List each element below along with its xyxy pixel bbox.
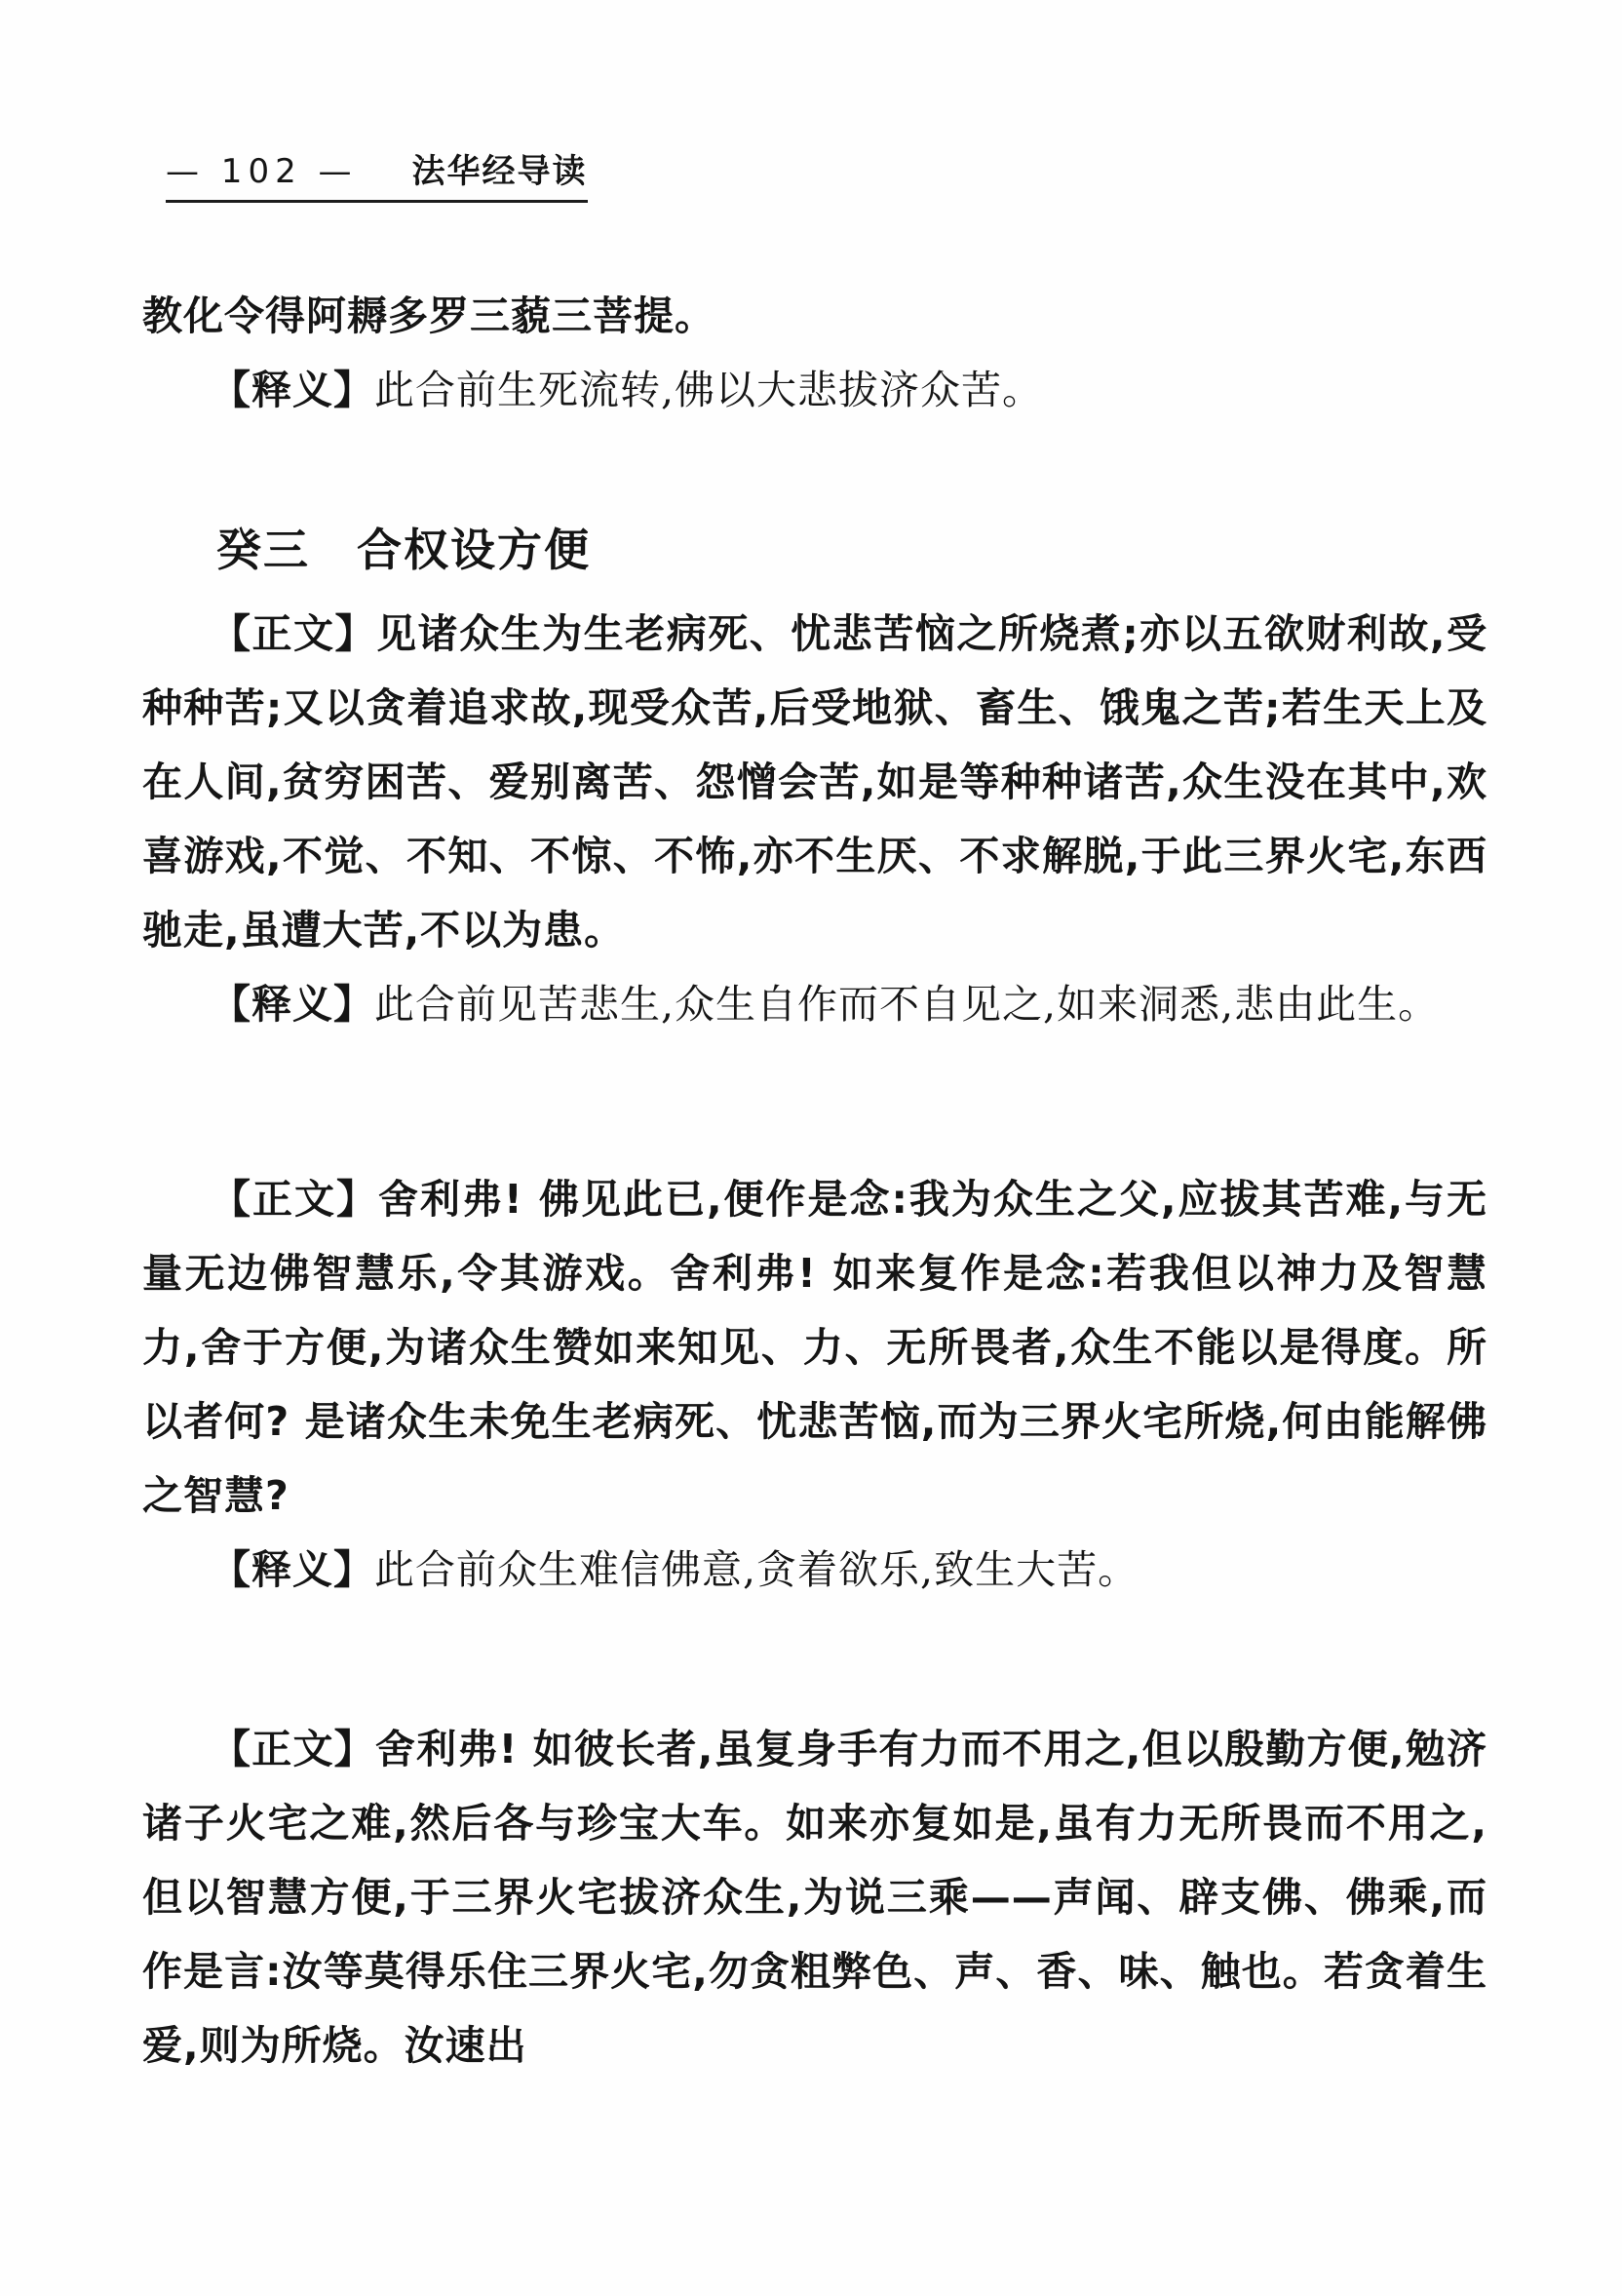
paragraph-text: 见诸众生为生老病死、忧悲苦恼之所烧煮;亦以五欲财利故,受种种苦;又以贪着追求故,现受众苦,后受地狱、畜生、饿鬼之苦;若生天上及在人间,贫穷困苦、爱别离苦、怨憎会苦,如是等种种诸苦,众生没在其中,欢喜游戏,不觉、不知、不惊、不怖,亦不生厌、不求解脱,于此三界火宅,东西驰走,虽遭大苦,不以为患。 <box>142 610 1488 953</box>
zhengwen-label: 【正文】 <box>211 610 377 657</box>
zhengwen-label: 【正文】 <box>211 1726 375 1772</box>
section-number: 癸三 <box>216 524 310 576</box>
shiyi-paragraph <box>142 967 1487 1041</box>
paragraph-text: 此合前众生难信佛意,贪着欲乐,致生大苦。 <box>374 1546 1139 1593</box>
section-title: 合权设方便 <box>357 524 591 576</box>
zhengwen-paragraph <box>142 1712 1487 2082</box>
shiyi-label: 【释义】 <box>211 367 374 413</box>
paragraph-text: 此合前见苦悲生,众生自作而不自见之,如来洞悉,悲由此生。 <box>374 981 1440 1028</box>
paragraph-text: 教化令得阿耨多罗三藐三菩提。 <box>142 292 715 339</box>
paragraph-text: 舍利弗! 如彼长者,虽复身手有力而不用之,但以殷勤方便,勉济诸子火宅之难,然后各与珍宝大车。如来亦复如是,虽有力无所畏而不用之,但以智慧方便,于三界火宅拔济众生,为说三乘——声闻、辟支佛、佛乘,而作是言:汝等莫得乐住三界火宅,勿贪粗弊色、声、香、味、触也。若贪着生爱,则为所烧。汝速出 <box>142 1726 1488 2069</box>
page-body <box>142 279 1487 2082</box>
zhengwen-paragraph <box>142 597 1487 967</box>
book-title: 法华经导读 <box>411 152 588 191</box>
zhengwen-paragraph <box>142 1162 1487 1533</box>
paragraph-text: 此合前生死流转,佛以大悲拔济众苦。 <box>374 367 1044 413</box>
running-header <box>166 144 588 203</box>
zhengwen-continuation-paragraph <box>142 279 1487 353</box>
section-heading <box>216 521 1487 579</box>
shiyi-label: 【释义】 <box>211 981 374 1028</box>
paragraph-text: 舍利弗! 佛见此已,便作是念:我为众生之父,应拔其苦难,与无量无边佛智慧乐,令其游戏。舍利弗! 如来复作是念:若我但以神力及智慧力,舍于方便,为诸众生赞如来知见、力、无所畏者,众生不能以是得度。所以者何? 是诸众生未免生老病死、忧悲苦恼,而为三界火宅所烧,何由能解佛之智慧? <box>142 1176 1488 1519</box>
shiyi-paragraph <box>142 353 1487 427</box>
zhengwen-label: 【正文】 <box>211 1176 378 1223</box>
page-number: — 102 — <box>166 152 358 191</box>
shiyi-paragraph <box>142 1533 1487 1607</box>
shiyi-label: 【释义】 <box>211 1546 374 1593</box>
